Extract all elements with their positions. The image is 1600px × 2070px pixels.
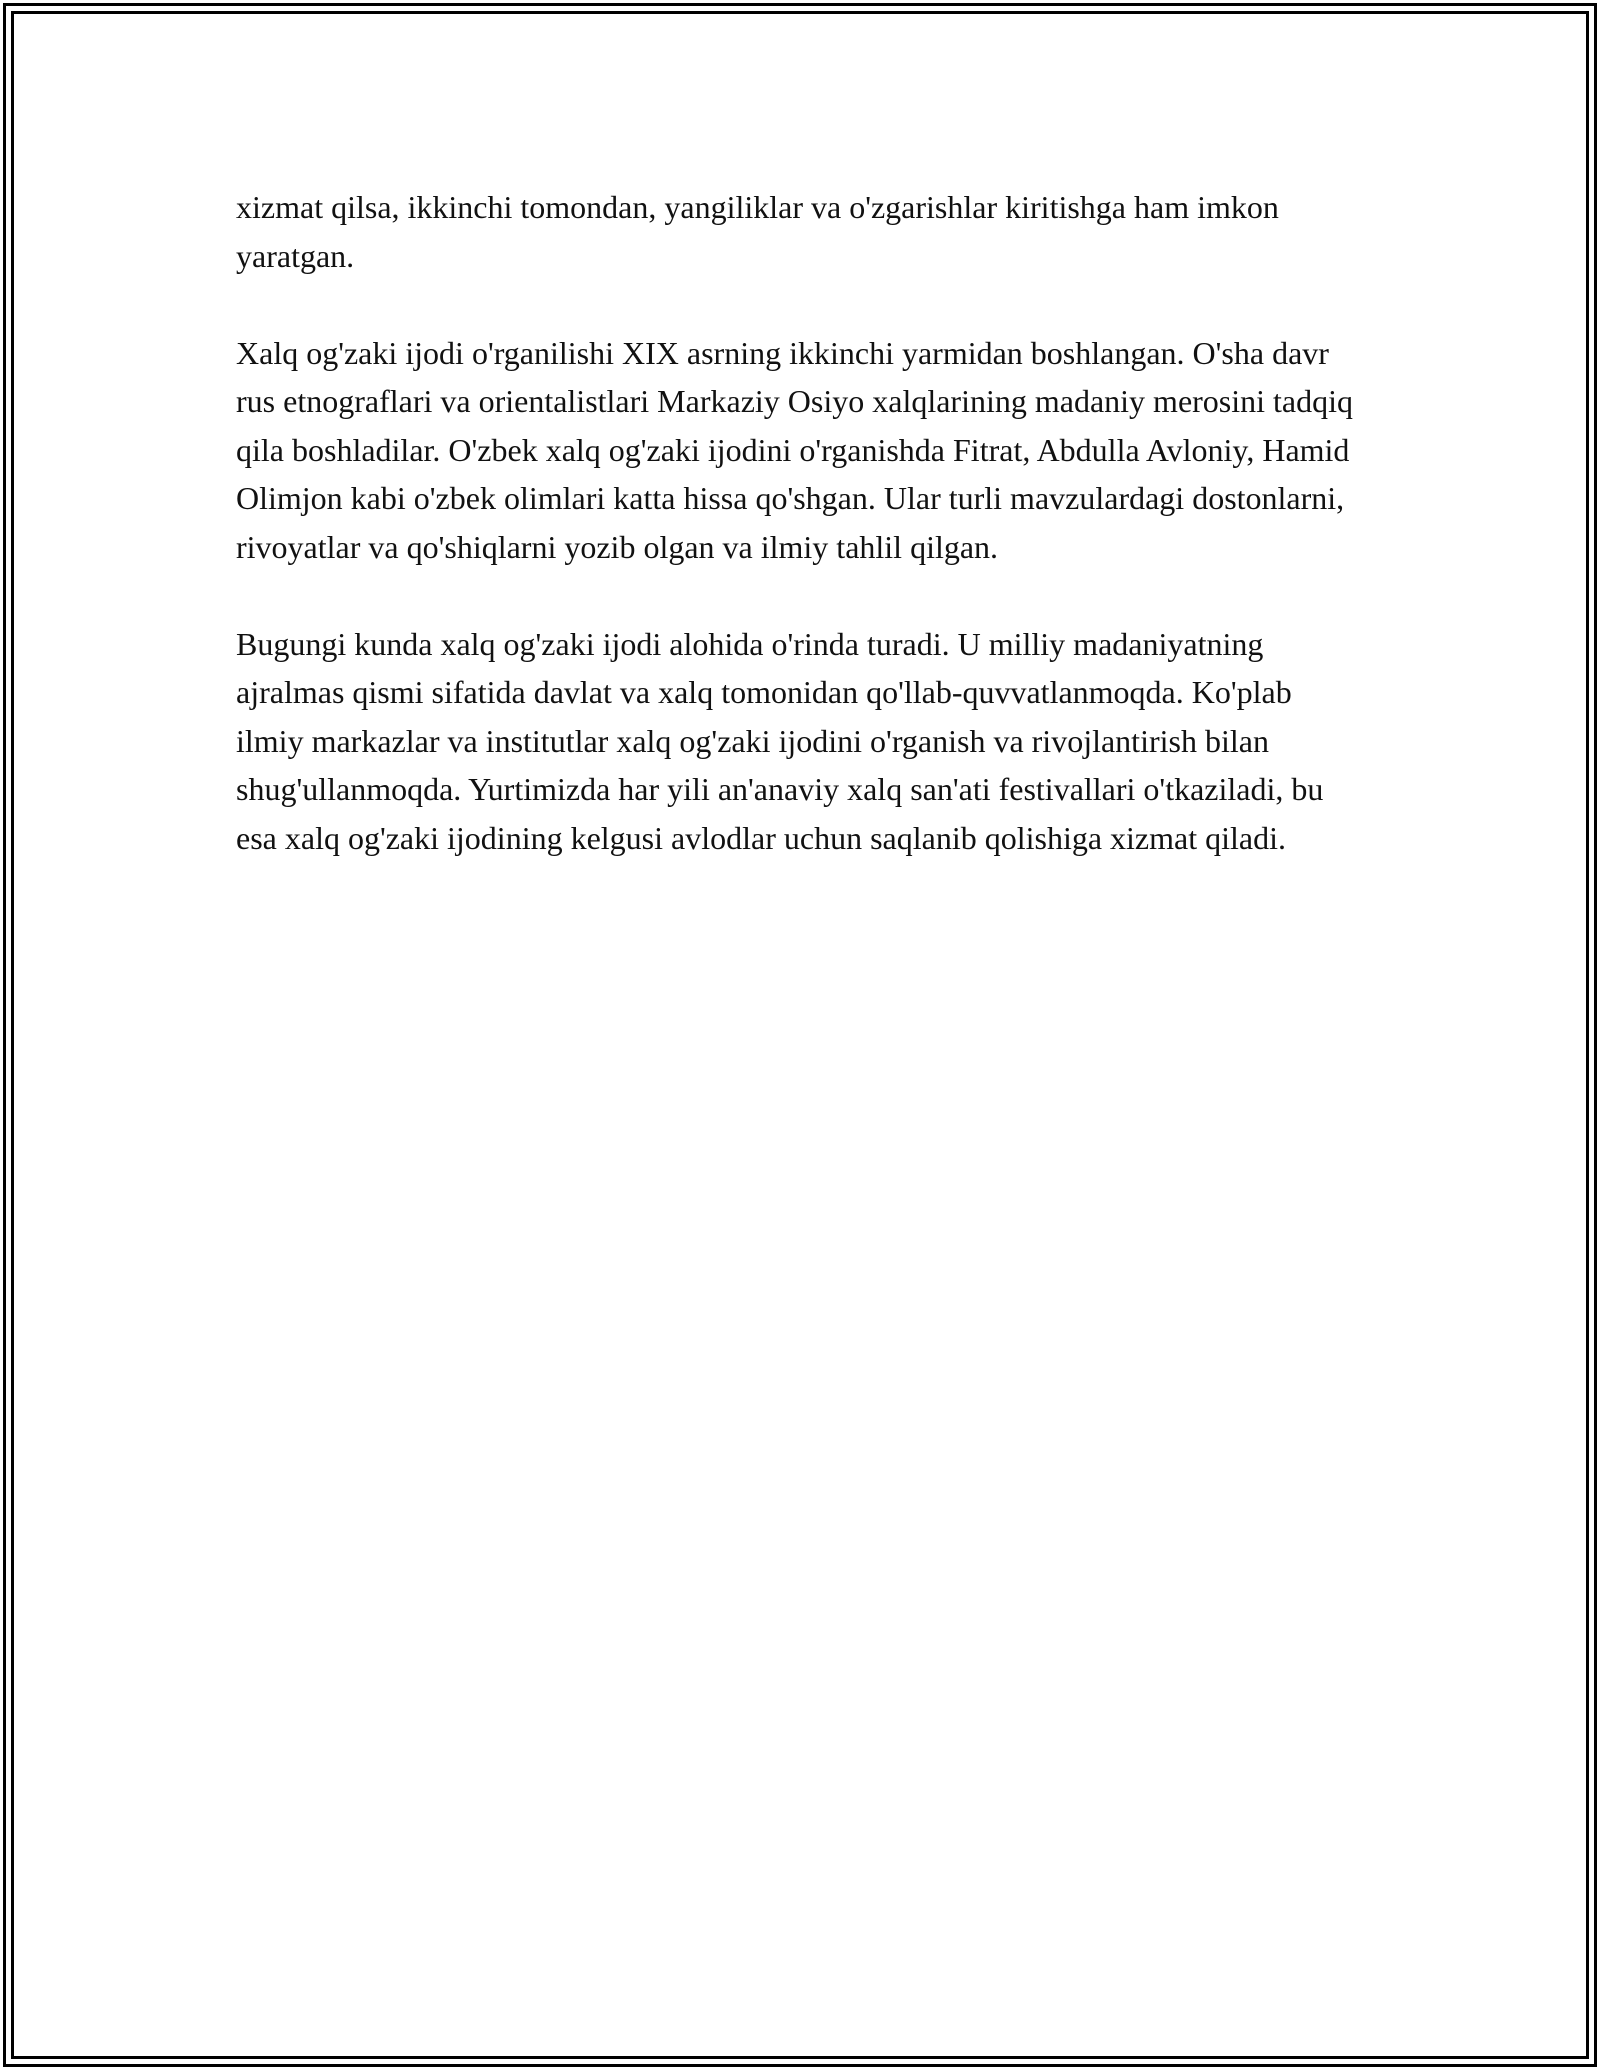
paragraph-3: Bugungi kunda xalq og'zaki ijodi alohida o'rinda turadi. U milliy madaniyatning ajralmas qismi sifatida davlat va xalq tomonidan qo'llab-quvvatlanmoqda. Ko'plab ilmiy markazlar va institutlar xalq og'zaki ijodini o'rganish va rivojlantirish bilan shug'ullanmoqda. Yurtimizda har yili an'anaviy xalq san'ati festivallari o'tkaziladi, bu esa xalq og'zaki ijodining kelgusi avlodlar uchun saqlanib qolishiga xizmat qiladi. xyxy=(236,625,1324,856)
paragraph-1: xizmat qilsa, ikkinchi tomondan, yangiliklar va o'zgarishlar kiritishga ham imkon yaratgan. xyxy=(236,189,1279,274)
paragraph-2: Xalq og'zaki ijodi o'rganilishi XIX asrning ikkinchi yarmidan boshlangan. O'sha davr rus etnograflari va orientalistlari Markaziy Osiyo xalqlarining madaniy merosini tadqiq qila boshladilar. O'zbek xalq og'zaki ijodini o'rganishda Fitrat, Abdulla Avloniy, Hamid Olimjon kabi o'zbek olimlari katta hissa qo'shgan. Ular turli mavzulardagi dostonlarni, rivoyatlar va qo'shiqlarni yozib olgan va ilmiy tahlil qilgan. xyxy=(236,334,1354,565)
document-body xyxy=(236,183,1366,911)
